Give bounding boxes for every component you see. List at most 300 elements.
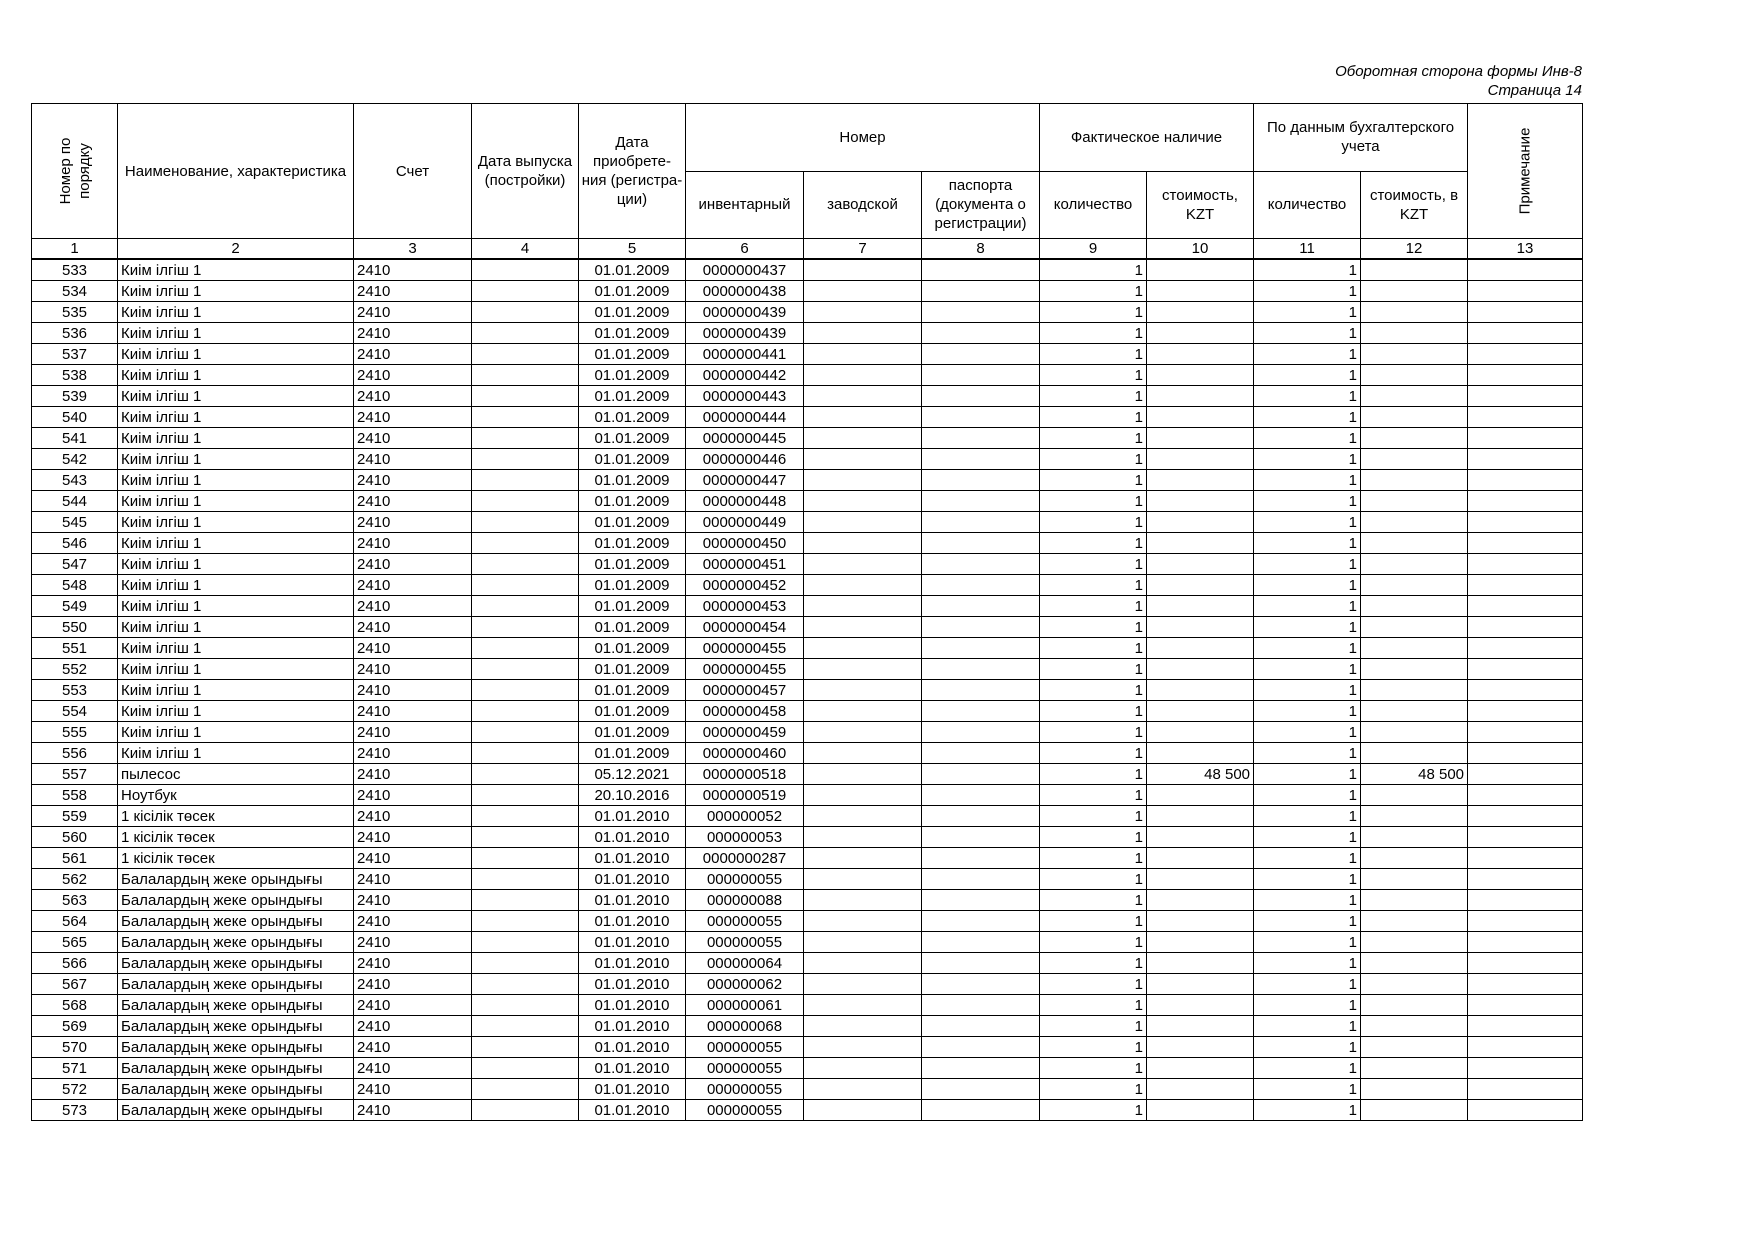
row-account: 2410 bbox=[354, 974, 472, 995]
row-inventory: 0000000449 bbox=[686, 512, 804, 533]
row-seq: 566 bbox=[32, 953, 118, 974]
table-row bbox=[32, 470, 1583, 491]
row-note bbox=[1468, 1037, 1583, 1058]
row-passport bbox=[922, 554, 1040, 575]
row-passport bbox=[922, 575, 1040, 596]
row-acc-cost bbox=[1361, 974, 1468, 995]
row-actual-cost bbox=[1147, 596, 1254, 617]
row-factory bbox=[804, 344, 922, 365]
row-actual-cost bbox=[1147, 344, 1254, 365]
row-acq-date: 01.01.2009 bbox=[579, 554, 686, 575]
row-inventory: 0000000444 bbox=[686, 407, 804, 428]
row-acc-qty: 1 bbox=[1254, 638, 1361, 659]
row-note bbox=[1468, 911, 1583, 932]
table-row bbox=[32, 743, 1583, 764]
row-seq: 549 bbox=[32, 596, 118, 617]
row-actual-cost bbox=[1147, 974, 1254, 995]
row-factory bbox=[804, 323, 922, 344]
row-account: 2410 bbox=[354, 617, 472, 638]
row-release-date bbox=[472, 302, 579, 323]
row-note bbox=[1468, 259, 1583, 281]
row-actual-qty: 1 bbox=[1040, 638, 1147, 659]
row-factory bbox=[804, 659, 922, 680]
row-release-date bbox=[472, 344, 579, 365]
row-note bbox=[1468, 512, 1583, 533]
row-acq-date: 20.10.2016 bbox=[579, 785, 686, 806]
table-row bbox=[32, 953, 1583, 974]
row-acc-cost bbox=[1361, 911, 1468, 932]
row-name: Киім ілгіш 1 bbox=[118, 281, 354, 302]
row-note bbox=[1468, 1016, 1583, 1037]
row-acc-cost bbox=[1361, 1058, 1468, 1079]
row-inventory: 0000000448 bbox=[686, 491, 804, 512]
row-seq: 556 bbox=[32, 743, 118, 764]
column-number-11: 11 bbox=[1254, 239, 1361, 260]
row-inventory: 0000000458 bbox=[686, 701, 804, 722]
row-account: 2410 bbox=[354, 533, 472, 554]
row-account: 2410 bbox=[354, 1037, 472, 1058]
row-account: 2410 bbox=[354, 596, 472, 617]
row-seq: 564 bbox=[32, 911, 118, 932]
row-note bbox=[1468, 344, 1583, 365]
row-name: Киім ілгіш 1 bbox=[118, 365, 354, 386]
row-acq-date: 01.01.2009 bbox=[579, 512, 686, 533]
row-release-date bbox=[472, 743, 579, 764]
table-row bbox=[32, 407, 1583, 428]
row-name: Киім ілгіш 1 bbox=[118, 701, 354, 722]
row-actual-cost bbox=[1147, 259, 1254, 281]
row-passport bbox=[922, 512, 1040, 533]
table-row bbox=[32, 491, 1583, 512]
row-acq-date: 01.01.2009 bbox=[579, 344, 686, 365]
col-inventory: инвентарный bbox=[686, 171, 804, 239]
row-seq: 555 bbox=[32, 722, 118, 743]
table-row bbox=[32, 1037, 1583, 1058]
row-acq-date: 01.01.2009 bbox=[579, 575, 686, 596]
row-release-date bbox=[472, 1079, 579, 1100]
row-factory bbox=[804, 1058, 922, 1079]
row-acq-date: 01.01.2010 bbox=[579, 890, 686, 911]
row-release-date bbox=[472, 764, 579, 785]
row-inventory: 000000055 bbox=[686, 1100, 804, 1121]
row-seq: 565 bbox=[32, 932, 118, 953]
row-passport bbox=[922, 344, 1040, 365]
row-actual-cost bbox=[1147, 953, 1254, 974]
row-passport bbox=[922, 470, 1040, 491]
row-inventory: 0000000437 bbox=[686, 259, 804, 281]
row-actual-qty: 1 bbox=[1040, 512, 1147, 533]
row-passport bbox=[922, 1058, 1040, 1079]
row-actual-cost bbox=[1147, 680, 1254, 701]
row-acc-qty: 1 bbox=[1254, 701, 1361, 722]
row-passport bbox=[922, 617, 1040, 638]
row-acc-cost bbox=[1361, 1037, 1468, 1058]
row-seq: 570 bbox=[32, 1037, 118, 1058]
row-note bbox=[1468, 407, 1583, 428]
row-seq: 552 bbox=[32, 659, 118, 680]
table-row bbox=[32, 575, 1583, 596]
row-acc-qty: 1 bbox=[1254, 806, 1361, 827]
row-release-date bbox=[472, 659, 579, 680]
row-name: Киім ілгіш 1 bbox=[118, 659, 354, 680]
row-acq-date: 01.01.2010 bbox=[579, 995, 686, 1016]
row-name: Киім ілгіш 1 bbox=[118, 617, 354, 638]
col-number-group: Номер bbox=[686, 104, 1040, 172]
row-name: Балалардың жеке орындығы bbox=[118, 995, 354, 1016]
table-row bbox=[32, 428, 1583, 449]
row-inventory: 0000000457 bbox=[686, 680, 804, 701]
row-acc-qty: 1 bbox=[1254, 575, 1361, 596]
row-account: 2410 bbox=[354, 1016, 472, 1037]
row-acc-qty: 1 bbox=[1254, 743, 1361, 764]
row-factory bbox=[804, 953, 922, 974]
row-actual-cost bbox=[1147, 1016, 1254, 1037]
row-note bbox=[1468, 1079, 1583, 1100]
row-passport bbox=[922, 806, 1040, 827]
table-row bbox=[32, 932, 1583, 953]
row-acq-date: 01.01.2010 bbox=[579, 1058, 686, 1079]
row-seq: 567 bbox=[32, 974, 118, 995]
row-account: 2410 bbox=[354, 890, 472, 911]
row-note bbox=[1468, 1100, 1583, 1121]
row-name: Киім ілгіш 1 bbox=[118, 575, 354, 596]
row-acc-cost bbox=[1361, 407, 1468, 428]
row-acq-date: 01.01.2010 bbox=[579, 848, 686, 869]
row-seq: 546 bbox=[32, 533, 118, 554]
table-row bbox=[32, 1100, 1583, 1121]
row-actual-qty: 1 bbox=[1040, 281, 1147, 302]
row-inventory: 000000088 bbox=[686, 890, 804, 911]
col-seq bbox=[32, 104, 118, 239]
row-actual-cost bbox=[1147, 911, 1254, 932]
row-acc-cost bbox=[1361, 302, 1468, 323]
table-row bbox=[32, 701, 1583, 722]
row-account: 2410 bbox=[354, 1058, 472, 1079]
row-acc-qty: 1 bbox=[1254, 470, 1361, 491]
row-actual-qty: 1 bbox=[1040, 911, 1147, 932]
row-actual-qty: 1 bbox=[1040, 491, 1147, 512]
row-seq: 542 bbox=[32, 449, 118, 470]
row-inventory: 0000000451 bbox=[686, 554, 804, 575]
row-passport bbox=[922, 259, 1040, 281]
row-seq: 561 bbox=[32, 848, 118, 869]
row-inventory: 0000000518 bbox=[686, 764, 804, 785]
row-release-date bbox=[472, 806, 579, 827]
table-row bbox=[32, 995, 1583, 1016]
row-release-date bbox=[472, 722, 579, 743]
row-acc-qty: 1 bbox=[1254, 932, 1361, 953]
row-actual-qty: 1 bbox=[1040, 1058, 1147, 1079]
row-passport bbox=[922, 449, 1040, 470]
row-factory bbox=[804, 848, 922, 869]
row-factory bbox=[804, 1037, 922, 1058]
row-actual-qty: 1 bbox=[1040, 449, 1147, 470]
row-acc-qty: 1 bbox=[1254, 953, 1361, 974]
row-passport bbox=[922, 764, 1040, 785]
row-name: Балалардың жеке орындығы bbox=[118, 1100, 354, 1121]
row-note bbox=[1468, 1058, 1583, 1079]
row-passport bbox=[922, 785, 1040, 806]
row-acq-date: 01.01.2009 bbox=[579, 365, 686, 386]
row-account: 2410 bbox=[354, 932, 472, 953]
row-release-date bbox=[472, 533, 579, 554]
row-seq: 559 bbox=[32, 806, 118, 827]
row-note bbox=[1468, 617, 1583, 638]
row-factory bbox=[804, 680, 922, 701]
table-row bbox=[32, 344, 1583, 365]
row-acc-cost bbox=[1361, 365, 1468, 386]
row-release-date bbox=[472, 407, 579, 428]
row-release-date bbox=[472, 1058, 579, 1079]
row-name: Балалардың жеке орындығы bbox=[118, 911, 354, 932]
col-factory: заводской bbox=[804, 171, 922, 239]
row-release-date bbox=[472, 953, 579, 974]
row-factory bbox=[804, 533, 922, 554]
row-acc-cost bbox=[1361, 1079, 1468, 1100]
row-name: Киім ілгіш 1 bbox=[118, 407, 354, 428]
row-actual-qty: 1 bbox=[1040, 890, 1147, 911]
row-acc-cost bbox=[1361, 743, 1468, 764]
row-account: 2410 bbox=[354, 785, 472, 806]
table-row bbox=[32, 1016, 1583, 1037]
row-actual-cost bbox=[1147, 407, 1254, 428]
row-factory bbox=[804, 806, 922, 827]
row-actual-cost bbox=[1147, 554, 1254, 575]
row-passport bbox=[922, 911, 1040, 932]
page-header bbox=[1335, 62, 1582, 100]
row-note bbox=[1468, 575, 1583, 596]
row-acq-date: 01.01.2009 bbox=[579, 743, 686, 764]
row-acq-date: 01.01.2010 bbox=[579, 806, 686, 827]
row-account: 2410 bbox=[354, 806, 472, 827]
row-factory bbox=[804, 491, 922, 512]
row-release-date bbox=[472, 680, 579, 701]
row-passport bbox=[922, 386, 1040, 407]
row-seq: 551 bbox=[32, 638, 118, 659]
row-note bbox=[1468, 386, 1583, 407]
row-release-date bbox=[472, 848, 579, 869]
row-note bbox=[1468, 806, 1583, 827]
row-name: Балалардың жеке орындығы bbox=[118, 1037, 354, 1058]
row-actual-qty: 1 bbox=[1040, 302, 1147, 323]
row-release-date bbox=[472, 1016, 579, 1037]
row-acc-qty: 1 bbox=[1254, 617, 1361, 638]
row-acc-cost bbox=[1361, 701, 1468, 722]
row-account: 2410 bbox=[354, 281, 472, 302]
row-seq: 563 bbox=[32, 890, 118, 911]
row-inventory: 0000000442 bbox=[686, 365, 804, 386]
row-factory bbox=[804, 911, 922, 932]
row-factory bbox=[804, 722, 922, 743]
row-note bbox=[1468, 995, 1583, 1016]
row-passport bbox=[922, 491, 1040, 512]
row-actual-cost bbox=[1147, 281, 1254, 302]
row-actual-qty: 1 bbox=[1040, 785, 1147, 806]
row-actual-qty: 1 bbox=[1040, 323, 1147, 344]
row-factory bbox=[804, 302, 922, 323]
row-actual-qty: 1 bbox=[1040, 722, 1147, 743]
row-acq-date: 01.01.2009 bbox=[579, 533, 686, 554]
row-name: Киім ілгіш 1 bbox=[118, 259, 354, 281]
row-account: 2410 bbox=[354, 1100, 472, 1121]
row-name: Киім ілгіш 1 bbox=[118, 512, 354, 533]
row-seq: 558 bbox=[32, 785, 118, 806]
row-actual-qty: 1 bbox=[1040, 869, 1147, 890]
row-acc-cost bbox=[1361, 281, 1468, 302]
row-actual-cost bbox=[1147, 1037, 1254, 1058]
row-passport bbox=[922, 722, 1040, 743]
row-name: Киім ілгіш 1 bbox=[118, 323, 354, 344]
row-actual-cost bbox=[1147, 806, 1254, 827]
row-acc-cost bbox=[1361, 932, 1468, 953]
row-release-date bbox=[472, 323, 579, 344]
column-number-2: 2 bbox=[118, 239, 354, 260]
row-actual-cost bbox=[1147, 1079, 1254, 1100]
row-inventory: 0000000447 bbox=[686, 470, 804, 491]
row-name: Балалардың жеке орындығы bbox=[118, 1058, 354, 1079]
inventory-table bbox=[31, 103, 1583, 1121]
row-acq-date: 01.01.2009 bbox=[579, 302, 686, 323]
row-seq: 553 bbox=[32, 680, 118, 701]
row-account: 2410 bbox=[354, 259, 472, 281]
table-row bbox=[32, 323, 1583, 344]
column-number-7: 7 bbox=[804, 239, 922, 260]
row-acq-date: 01.01.2010 bbox=[579, 953, 686, 974]
row-account: 2410 bbox=[354, 575, 472, 596]
row-passport bbox=[922, 869, 1040, 890]
row-release-date bbox=[472, 575, 579, 596]
row-acc-cost bbox=[1361, 344, 1468, 365]
row-account: 2410 bbox=[354, 701, 472, 722]
row-actual-qty: 1 bbox=[1040, 344, 1147, 365]
row-note bbox=[1468, 722, 1583, 743]
row-seq: 557 bbox=[32, 764, 118, 785]
row-acc-qty: 1 bbox=[1254, 365, 1361, 386]
row-actual-cost bbox=[1147, 575, 1254, 596]
row-acq-date: 01.01.2010 bbox=[579, 1100, 686, 1121]
row-name: Киім ілгіш 1 bbox=[118, 491, 354, 512]
row-note bbox=[1468, 638, 1583, 659]
row-inventory: 000000064 bbox=[686, 953, 804, 974]
row-actual-qty: 1 bbox=[1040, 827, 1147, 848]
row-passport bbox=[922, 596, 1040, 617]
row-inventory: 0000000455 bbox=[686, 638, 804, 659]
row-account: 2410 bbox=[354, 302, 472, 323]
row-acc-qty: 1 bbox=[1254, 1016, 1361, 1037]
row-acq-date: 01.01.2010 bbox=[579, 1037, 686, 1058]
table-row bbox=[32, 302, 1583, 323]
row-acq-date: 01.01.2009 bbox=[579, 617, 686, 638]
row-release-date bbox=[472, 932, 579, 953]
row-acc-qty: 1 bbox=[1254, 1100, 1361, 1121]
row-account: 2410 bbox=[354, 449, 472, 470]
row-factory bbox=[804, 869, 922, 890]
row-acq-date: 01.01.2009 bbox=[579, 491, 686, 512]
row-actual-cost bbox=[1147, 491, 1254, 512]
row-note bbox=[1468, 953, 1583, 974]
row-acc-qty: 1 bbox=[1254, 1079, 1361, 1100]
row-acc-qty: 1 bbox=[1254, 722, 1361, 743]
row-factory bbox=[804, 764, 922, 785]
row-acc-qty: 1 bbox=[1254, 344, 1361, 365]
row-inventory: 0000000439 bbox=[686, 302, 804, 323]
row-passport bbox=[922, 701, 1040, 722]
row-factory bbox=[804, 259, 922, 281]
row-passport bbox=[922, 848, 1040, 869]
row-actual-cost bbox=[1147, 995, 1254, 1016]
row-actual-qty: 1 bbox=[1040, 764, 1147, 785]
row-release-date bbox=[472, 974, 579, 995]
row-passport bbox=[922, 1016, 1040, 1037]
table-row bbox=[32, 722, 1583, 743]
row-inventory: 000000068 bbox=[686, 1016, 804, 1037]
row-name: Киім ілгіш 1 bbox=[118, 470, 354, 491]
row-release-date bbox=[472, 701, 579, 722]
row-seq: 569 bbox=[32, 1016, 118, 1037]
row-release-date bbox=[472, 596, 579, 617]
row-factory bbox=[804, 1100, 922, 1121]
row-name: Киім ілгіш 1 bbox=[118, 302, 354, 323]
row-actual-qty: 1 bbox=[1040, 365, 1147, 386]
row-seq: 541 bbox=[32, 428, 118, 449]
row-factory bbox=[804, 890, 922, 911]
row-inventory: 0000000450 bbox=[686, 533, 804, 554]
row-seq: 537 bbox=[32, 344, 118, 365]
row-acc-cost bbox=[1361, 596, 1468, 617]
row-acc-qty: 1 bbox=[1254, 680, 1361, 701]
row-actual-cost bbox=[1147, 638, 1254, 659]
row-account: 2410 bbox=[354, 953, 472, 974]
row-account: 2410 bbox=[354, 638, 472, 659]
row-account: 2410 bbox=[354, 491, 472, 512]
row-acq-date: 01.01.2010 bbox=[579, 869, 686, 890]
row-account: 2410 bbox=[354, 365, 472, 386]
row-inventory: 000000061 bbox=[686, 995, 804, 1016]
row-acc-cost bbox=[1361, 638, 1468, 659]
row-acq-date: 01.01.2010 bbox=[579, 911, 686, 932]
row-name: Балалардың жеке орындығы bbox=[118, 953, 354, 974]
row-note bbox=[1468, 533, 1583, 554]
row-release-date bbox=[472, 281, 579, 302]
column-number-1: 1 bbox=[32, 239, 118, 260]
row-inventory: 0000000445 bbox=[686, 428, 804, 449]
row-account: 2410 bbox=[354, 764, 472, 785]
row-note bbox=[1468, 701, 1583, 722]
row-name: Киім ілгіш 1 bbox=[118, 449, 354, 470]
row-actual-qty: 1 bbox=[1040, 259, 1147, 281]
col-account: Счет bbox=[354, 104, 472, 239]
row-factory bbox=[804, 365, 922, 386]
row-passport bbox=[922, 932, 1040, 953]
row-account: 2410 bbox=[354, 995, 472, 1016]
row-actual-qty: 1 bbox=[1040, 659, 1147, 680]
row-release-date bbox=[472, 827, 579, 848]
row-note bbox=[1468, 428, 1583, 449]
row-acc-qty: 1 bbox=[1254, 302, 1361, 323]
row-name: Киім ілгіш 1 bbox=[118, 386, 354, 407]
row-note bbox=[1468, 659, 1583, 680]
row-release-date bbox=[472, 365, 579, 386]
row-passport bbox=[922, 1079, 1040, 1100]
row-acc-qty: 1 bbox=[1254, 1058, 1361, 1079]
row-acc-qty: 1 bbox=[1254, 407, 1361, 428]
row-release-date bbox=[472, 428, 579, 449]
row-actual-qty: 1 bbox=[1040, 974, 1147, 995]
row-seq: 538 bbox=[32, 365, 118, 386]
row-inventory: 0000000287 bbox=[686, 848, 804, 869]
row-passport bbox=[922, 281, 1040, 302]
row-inventory: 0000000454 bbox=[686, 617, 804, 638]
